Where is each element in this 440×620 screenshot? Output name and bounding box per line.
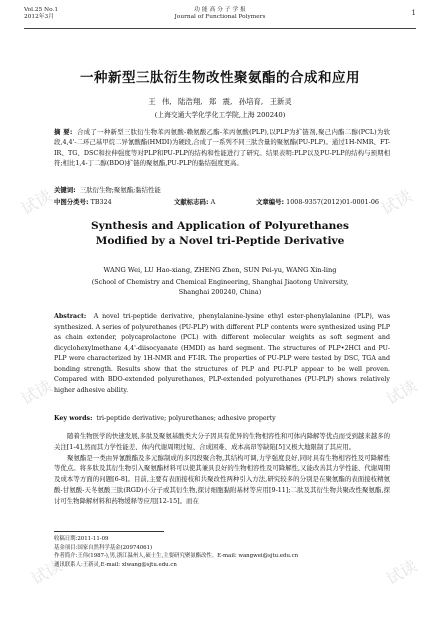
watermark: 试读 xyxy=(382,556,421,589)
footnotes xyxy=(54,535,390,569)
abstract-cn-label: 摘 要: xyxy=(54,128,73,136)
authors-cn: 王 伟, 陆浩翔, 郑 震, 孙培育, 王新灵 xyxy=(148,97,292,106)
watermark: 试读 xyxy=(17,186,56,219)
journal-name-en: Journal of Functional Polymers xyxy=(174,14,266,21)
keywords-en-text: tri-peptide derivative; polyurethanes; adhesive property xyxy=(96,415,276,422)
paper-title-cn: 一种新型三肽衍生物改性聚氨酯的合成和应用 xyxy=(80,70,360,86)
keywords-cn-label: 关键词: xyxy=(54,186,76,194)
abstract-en-label: Abstract: xyxy=(54,313,87,320)
journal-name-cn: 功 能 高 分 子 学 报 xyxy=(194,7,246,13)
affiliation-cn: (上海交通大学化学化工学院,上海 200240) xyxy=(154,111,286,119)
title-en-line2: Modified by a Novel tri-Peptide Derivative xyxy=(95,235,345,247)
watermark: 试读 xyxy=(382,376,421,409)
abstract-en-text: A novel tri-peptide derivative, phenylalanine-lysine ethyl ester-phenylalanine (PLP), was synthesized. A series of polyurethanes (PU-PLP) with different PLP contents were synthesized using PLP as chain extender, polycaprolactone (PCL) with different molecular weights as soft segment and dicyclohexylmethane 4,4'-diisocyanate (HMDI) as hard segment. The structures of PLP•2HCl and PU-PLP were characterized by 1H-NMR and FT-IR. The properties of PU-PLP were tested by DSC, TGA and bonding strength. Results show that the structures of PLP and PU-PLP appear to be well proven. Compared with BDO-extended polyurethanes, PLP-extended polyurethanes (PU-PLP) shows relatively higher adhesive ability. xyxy=(54,313,390,394)
affiliation-en xyxy=(0,277,440,297)
abstract-cn xyxy=(54,127,390,169)
body-text xyxy=(54,431,390,507)
clc-label: 中图分类号: xyxy=(54,198,89,206)
paper-title-en xyxy=(0,219,440,249)
body-paragraph-2: 聚氨酯是一类由异氰酸酯及多元醇制成的多因段聚合物,其结构可调,力学强度良好,同时具有生物相容性及可降解性等优点。将多肽及其衍生物引入聚氨酯材料可以使其兼具良好的生物相容性及可降解性,又能改善其力学性能、代谢周期及成本等方面的问题[6-8]。目前,主要有表面接枝和共聚改性两种引入方法,研究较多的分别是在聚氨酯的表面接枝精氨酸-甘氨酸-天冬氨酸三肽(RGD)小分子或其衍生物,探讨细胞黏附基材等应用[9-11];二肽及其衍生物共聚改性聚氨酯,探讨可生物降解材料和药物缓释等应用[12-15]。而在 xyxy=(54,453,390,505)
body-paragraph-1: 随着生物医学的快速发展,多肽及聚氨基酸类大分子因具有优异的生物相容性和可体内降解等优点而受到越来越多的关注[1-4],然而其力学性能差、体内代谢周期过短、合成困难、成本高昂等缺陷[5]又极大地限制了其应用。 xyxy=(54,432,390,451)
keywords-cn-text: 三肽衍生物;聚氨酯;黏结性能 xyxy=(79,186,161,194)
issue-date: 2012年3月 xyxy=(24,14,55,21)
article-no-label: 文章编号: xyxy=(256,198,285,206)
keywords-en-label: Key words: xyxy=(54,415,93,422)
watermark: 试读 xyxy=(27,556,66,589)
affiliation-en-line2: Shanghai 200240, China) xyxy=(178,288,262,296)
title-en-line1: Synthesis and Application of Polyurethanes xyxy=(90,220,350,232)
footnote-corresponding: 通讯联系人:王新灵,E-mail: xlwang@sjtu.edu.cn xyxy=(54,561,177,568)
page-number: 1 xyxy=(411,9,416,17)
clc-value: TB324 xyxy=(90,198,112,206)
footnote-divider xyxy=(54,531,164,532)
volume-number: Vol.25 No.1 xyxy=(24,7,59,13)
keywords-cn xyxy=(54,185,161,194)
footnote-received: 收稿日期:2011-11-09 xyxy=(54,536,109,542)
watermark: 试读 xyxy=(377,186,416,219)
doc-code-label: 文献标志码: xyxy=(174,198,209,206)
affiliation-en-line1: (School of Chemistry and Chemical Engineering, Shanghai Jiaotong University, xyxy=(91,278,349,286)
classification-line xyxy=(54,197,390,206)
journal-name xyxy=(24,7,416,22)
abstract-cn-text: 合成了一种新型三肽衍生物苯丙氨酸-赖氨酸乙酯-苯丙氨酸(PLP),以PLP为扩链剂,聚己内酯二醇(PCL)为软段,4,4'-二环己基甲烷二异氰酸酯(HMDI)为硬段,合成了一系列不同三肽含量的聚氨酯(PU-PLP)。通过1H-NMR、FT-IR、TG、DSC和拉伸强度等对PLP和PU-PLP的结构和性能进行了研究。结果表明:PLP以及PU-PLP的结构与预期相符;相比1,4-丁二醇(BDO)扩链的聚氨酯,PU-PLP的黏结强度更高。 xyxy=(54,128,390,168)
watermark: 试读 xyxy=(17,376,56,409)
abstract-en xyxy=(54,312,390,396)
authors-en: WANG Wei, LU Hao-xiang, ZHENG Zhen, SUN Pei-yu, WANG Xin-ling xyxy=(103,266,337,274)
doc-code-value: A xyxy=(210,198,216,206)
running-header xyxy=(24,6,416,29)
footnote-author-bio: 作者简介:王伟(1987-),男,浙江温州人,硕士生,主要研究聚氨酯改性。E-mail: wangwei@sjtu.edu.cn xyxy=(54,553,299,560)
keywords-en xyxy=(54,415,276,422)
footnote-funding: 基金项目:国家自然科学基金(20974061) xyxy=(54,544,153,551)
article-no-value: 1008-9357(2012)01-0001-06 xyxy=(286,198,379,206)
